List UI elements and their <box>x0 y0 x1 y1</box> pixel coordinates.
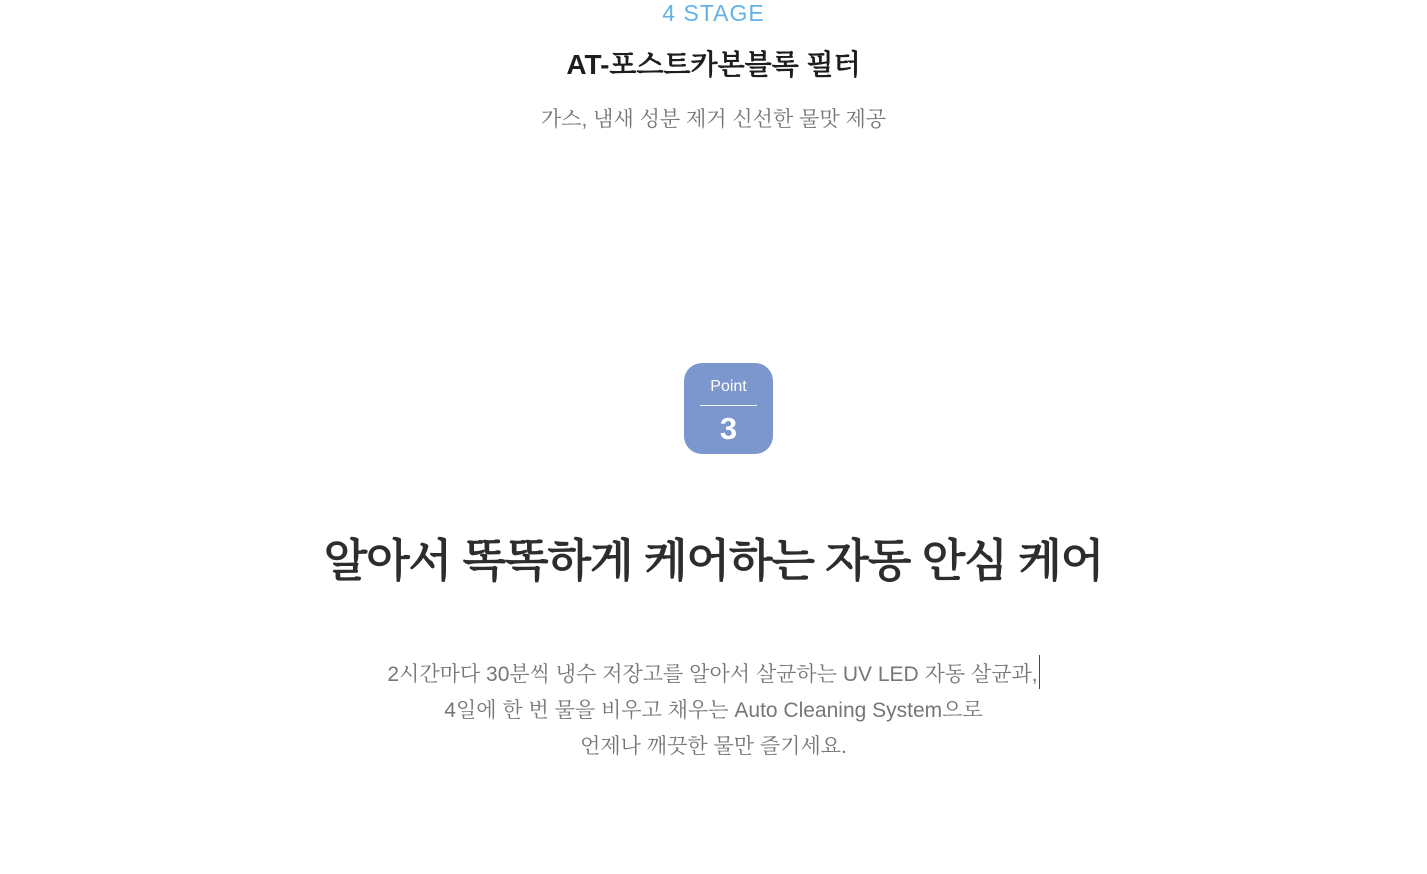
care-line-1 <box>0 655 1427 693</box>
care-line-3: 언제나 깨끗한 물만 즐기세요. <box>580 735 847 758</box>
filter-title: AT-포스트카본블록 필터 <box>566 49 861 80</box>
stage-section <box>0 0 1427 133</box>
care-section <box>0 524 1427 765</box>
care-line-1-text: 2시간마다 30분씩 냉수 저장고를 알아서 살균하는 UV LED 자동 살균과, <box>387 663 1038 686</box>
care-paragraph <box>0 655 1427 765</box>
text-cursor-caret <box>1039 655 1040 689</box>
filter-subtitle: 가스, 냄새 성분 제거 신선한 물맛 제공 <box>540 108 887 131</box>
point-badge-divider <box>700 405 757 406</box>
point-badge-number: 3 <box>719 411 738 446</box>
care-line-2: 4일에 한 번 물을 비우고 채우는 Auto Cleaning System으로 <box>444 699 983 722</box>
point-badge-label: Point <box>710 378 747 395</box>
care-heading: 알아서 똑똑하게 케어하는 자동 안심 케어 <box>323 535 1104 586</box>
stage-label: 4 STAGE <box>662 0 765 26</box>
point-badge <box>684 363 773 454</box>
